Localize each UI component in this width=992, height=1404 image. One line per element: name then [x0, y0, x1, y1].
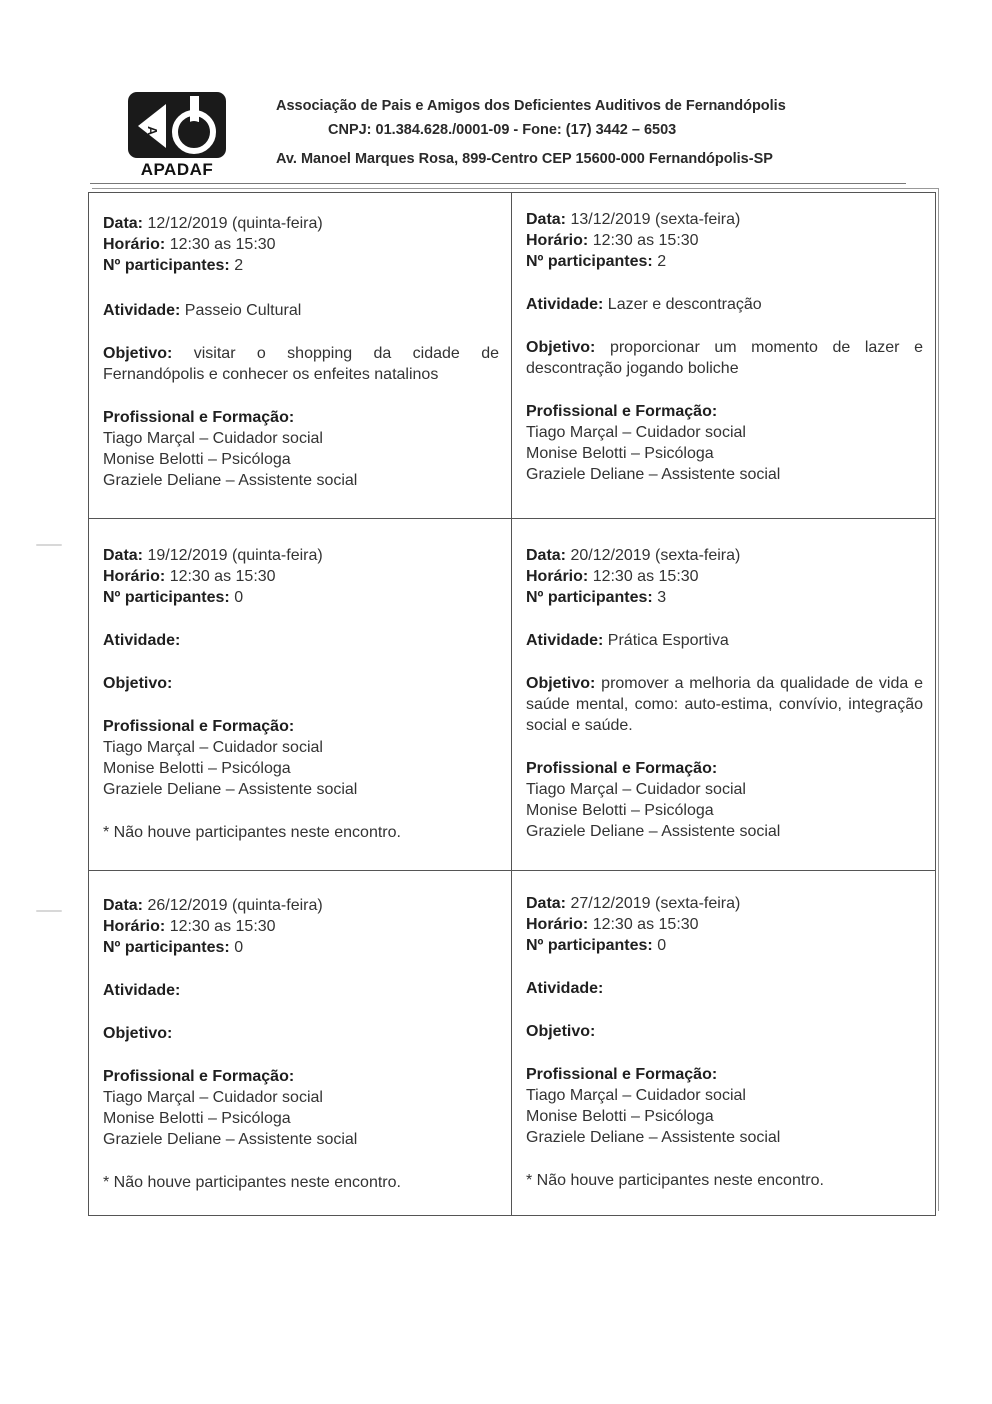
session-note: * Não houve participantes neste encontro. — [526, 1172, 824, 1189]
session-time: Horário: 12:30 as 15:30 — [526, 568, 699, 585]
professional-item: Tiago Marçal – Cuidador social — [103, 739, 323, 756]
session-time: Horário: 12:30 as 15:30 — [103, 918, 276, 935]
session-activity: Atividade: Prática Esportiva — [526, 632, 729, 649]
professional-item: Graziele Deliane – Assistente social — [526, 1129, 781, 1146]
session-time: Horário: 12:30 as 15:30 — [103, 568, 276, 585]
org-address: Av. Manoel Marques Rosa, 899-Centro CEP 15600-000 Fernandópolis-SP — [276, 151, 773, 167]
session-participants: Nº participantes: 0 — [103, 939, 244, 956]
session-date: Data: 27/12/2019 (sexta-feira) — [526, 895, 741, 912]
header-divider — [90, 183, 906, 184]
professional-item: Graziele Deliane – Assistente social — [103, 472, 358, 489]
session-professionals-label: Profissional e Formação: — [103, 718, 295, 735]
session-participants: Nº participantes: 3 — [526, 589, 667, 606]
session-participants: Nº participantes: 0 — [103, 589, 244, 606]
session-activity: Atividade: — [526, 980, 604, 997]
session-date: Data: 20/12/2019 (sexta-feira) — [526, 547, 741, 564]
session-date: Data: 12/12/2019 (quinta-feira) — [103, 215, 323, 232]
sessions-table — [88, 192, 936, 1216]
session-professionals-label: Profissional e Formação: — [103, 409, 295, 426]
professional-item: Monise Belotti – Psicóloga — [103, 1110, 291, 1127]
session-professionals-label: Profissional e Formação: — [526, 1066, 718, 1083]
session-professionals-label: Profissional e Formação: — [103, 1068, 295, 1085]
session-objective: Objetivo: — [103, 1025, 173, 1042]
session-participants: Nº participantes: 2 — [103, 257, 244, 274]
session-objective: Objetivo: proporcionar um momento de lazer e descontração jogando boliche — [526, 339, 923, 377]
session-cell — [512, 519, 935, 871]
session-activity: Atividade: Passeio Cultural — [103, 302, 302, 319]
session-date: Data: 19/12/2019 (quinta-feira) — [103, 547, 323, 564]
session-participants: Nº participantes: 2 — [526, 253, 667, 270]
session-objective: Objetivo: — [526, 1023, 596, 1040]
session-cell — [89, 519, 512, 871]
professional-item: Monise Belotti – Psicóloga — [103, 451, 291, 468]
session-time: Horário: 12:30 as 15:30 — [526, 916, 699, 933]
org-name: Associação de Pais e Amigos dos Deficientes Auditivos de Fernandópolis — [276, 98, 786, 114]
session-objective: Objetivo: visitar o shopping da cidade de Fernandópolis e conhecer os enfeites natalinos — [103, 345, 500, 383]
logo-text: APADAF — [140, 160, 214, 179]
session-time: Horário: 12:30 as 15:30 — [526, 232, 699, 249]
session-objective: Objetivo: promover a melhoria da qualidade de vida e saúde mental, como: auto-estima, convívio, integração social e saúde. — [526, 675, 923, 734]
scan-mark — [36, 544, 62, 546]
professional-item: Tiago Marçal – Cuidador social — [526, 781, 746, 798]
logo-emblem-icon — [126, 90, 228, 162]
session-date: Data: 26/12/2019 (quinta-feira) — [103, 897, 323, 914]
professional-item: Graziele Deliane – Assistente social — [526, 823, 781, 840]
session-cell — [89, 871, 512, 1215]
professional-item: Monise Belotti – Psicóloga — [526, 445, 714, 462]
professional-item: Tiago Marçal – Cuidador social — [103, 430, 323, 447]
professional-item: Tiago Marçal – Cuidador social — [526, 424, 746, 441]
scan-mark — [36, 910, 62, 912]
professional-item: Monise Belotti – Psicóloga — [526, 802, 714, 819]
session-activity: Atividade: Lazer e descontração — [526, 296, 762, 313]
svg-text:A: A — [145, 126, 160, 136]
session-participants: Nº participantes: 0 — [526, 937, 667, 954]
professional-item: Graziele Deliane – Assistente social — [103, 781, 358, 798]
session-cell — [512, 871, 935, 1215]
org-cnpj-phone: CNPJ: 01.384.628./0001-09 - Fone: (17) 3442 – 6503 — [328, 122, 677, 138]
session-activity: Atividade: — [103, 982, 181, 999]
professional-item: Graziele Deliane – Assistente social — [103, 1131, 358, 1148]
professional-item: Tiago Marçal – Cuidador social — [103, 1089, 323, 1106]
session-cell — [89, 193, 512, 519]
session-cell — [512, 193, 935, 519]
session-professionals-label: Profissional e Formação: — [526, 760, 718, 777]
session-professionals-label: Profissional e Formação: — [526, 403, 718, 420]
session-activity: Atividade: — [103, 632, 181, 649]
session-date: Data: 13/12/2019 (sexta-feira) — [526, 211, 741, 228]
professional-item: Monise Belotti – Psicóloga — [103, 760, 291, 777]
session-objective: Objetivo: — [103, 675, 173, 692]
session-note: * Não houve participantes neste encontro. — [103, 824, 401, 841]
professional-item: Monise Belotti – Psicóloga — [526, 1108, 714, 1125]
professional-item: Tiago Marçal – Cuidador social — [526, 1087, 746, 1104]
apadaf-logo — [126, 90, 228, 178]
professional-item: Graziele Deliane – Assistente social — [526, 466, 781, 483]
session-note: * Não houve participantes neste encontro. — [103, 1174, 401, 1191]
session-time: Horário: 12:30 as 15:30 — [103, 236, 276, 253]
